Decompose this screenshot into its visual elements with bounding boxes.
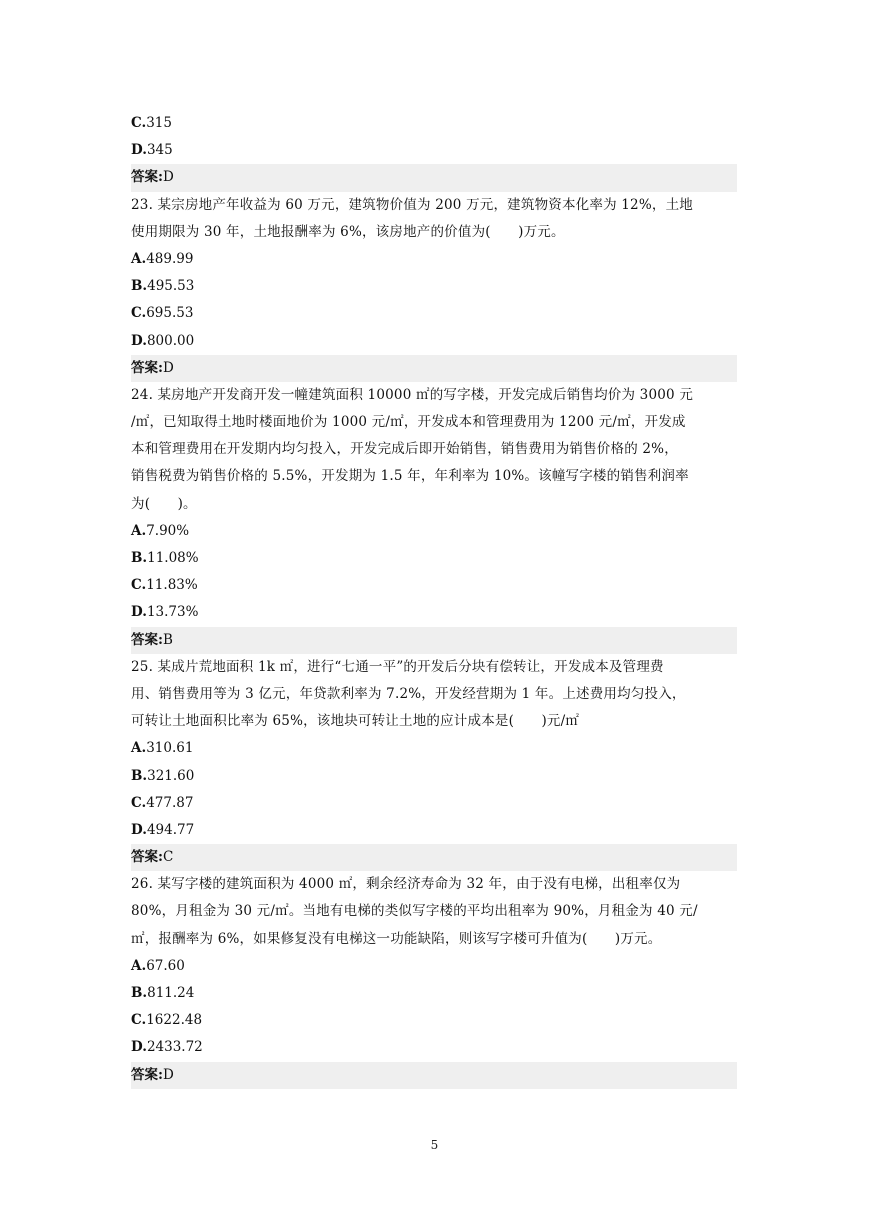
option-b — [131, 980, 737, 1007]
option-text: 321.60 — [147, 767, 195, 784]
answer-value: B — [162, 631, 173, 648]
question-text-line: ㎡，报酬率为 6%，如果修复没有电梯这一功能缺陷，则该写字楼可升值为( )万元。 — [131, 930, 662, 947]
option-b — [131, 545, 737, 572]
question-23 — [131, 192, 737, 382]
option-text: 495.53 — [147, 278, 195, 295]
option-a — [131, 953, 737, 980]
option-a — [131, 518, 737, 545]
option-text: 800.00 — [146, 332, 195, 349]
option-d — [131, 328, 737, 355]
option-text: 11.83% — [146, 577, 198, 594]
option-b — [131, 273, 737, 300]
answer-value: D — [162, 1066, 174, 1083]
option-text: 2433.72 — [146, 1039, 203, 1056]
answer-value: D — [162, 359, 174, 376]
option-text: 695.53 — [146, 305, 194, 322]
answer-label: 答案: — [131, 1066, 163, 1083]
question-26 — [131, 871, 737, 1089]
option-letter: C. — [131, 794, 147, 811]
option-d — [131, 1034, 737, 1061]
question-text-line: 80%，月租金为 30 元/㎡。当地有电梯的类似写字楼的平均出租率为 90%，月租金为 40 元/ — [131, 903, 698, 920]
option-a — [131, 246, 737, 273]
answer-label: 答案: — [131, 169, 163, 186]
option-letter: C. — [131, 1012, 147, 1029]
option-text: 7.90% — [146, 522, 190, 539]
option-c — [131, 1007, 737, 1034]
question-text-line: /㎡，已知取得土地时楼面地价为 1000 元/㎡，开发成本和管理费用为 1200 元/㎡，开发成 — [131, 414, 686, 431]
option-c — [131, 300, 737, 327]
option-letter: C. — [131, 305, 147, 322]
option-letter: B. — [131, 550, 148, 566]
option-letter: B. — [131, 767, 148, 784]
answer-label: 答案: — [131, 631, 163, 648]
option-text: 494.77 — [146, 821, 195, 838]
option-letter: B. — [131, 985, 148, 1001]
answer-value: C — [162, 849, 174, 866]
option-letter: C. — [131, 115, 147, 131]
option-c — [131, 790, 737, 817]
question-text-line: 本和管理费用在开发期内均匀投入，开发完成后即开始销售，销售费用为销售价格的 2%， — [131, 441, 678, 458]
page-number: 5 — [430, 1138, 439, 1152]
option-letter: D. — [131, 604, 147, 621]
option-d — [131, 137, 737, 164]
option-letter: D. — [131, 332, 147, 349]
answer-value: D — [162, 169, 174, 186]
option-letter: D. — [131, 821, 147, 838]
answer-row — [131, 1062, 737, 1089]
option-letter: A. — [131, 250, 147, 267]
question-text-line: 销售税费为销售价格的 5.5%，开发期为 1.5 年，年利率为 10%。该幢写字楼的销售利润率 — [131, 468, 689, 485]
option-text: 67.60 — [146, 957, 185, 974]
answer-label: 答案: — [131, 359, 163, 376]
question-text-line: 为( )。 — [131, 495, 197, 512]
option-text: 13.73% — [146, 604, 199, 621]
option-d — [131, 599, 737, 626]
option-text: 477.87 — [146, 794, 194, 811]
question-text-line: 用、销售费用等为 3 亿元，年贷款利率为 7.2%，开发经营期为 1 年。上述费用均匀投入， — [131, 685, 686, 702]
option-a — [131, 735, 737, 762]
option-c — [131, 572, 737, 599]
option-letter: A. — [131, 740, 147, 757]
question-25 — [131, 654, 737, 872]
option-letter: D. — [131, 142, 147, 159]
question-text-line: 23. 某宗房地产年收益为 60 万元，建筑物价值为 200 万元，建筑物资本化率为 12%，土地 — [131, 196, 693, 213]
option-text: 811.24 — [147, 985, 195, 1001]
option-text: 310.61 — [146, 740, 194, 757]
option-text: 1622.48 — [146, 1012, 203, 1029]
option-letter: C. — [131, 577, 147, 594]
option-text: 315 — [146, 115, 172, 131]
prev-question-block — [131, 110, 737, 192]
option-text: 11.08% — [147, 550, 199, 566]
option-b — [131, 763, 737, 790]
question-text-line: 26. 某写字楼的建筑面积为 4000 ㎡，剩余经济寿命为 32 年，由于没有电梯，出租率仅为 — [131, 876, 681, 893]
option-text: 345 — [146, 142, 173, 159]
question-text-line: 可转让土地面积比率为 65%，该地块可转让土地的应计成本是( )元/㎡ — [131, 713, 580, 730]
page-content — [131, 110, 737, 1089]
question-text-line: 使用期限为 30 年，土地报酬率为 6%，该房地产的价值为( )万元。 — [131, 223, 565, 240]
option-letter: A. — [131, 522, 147, 539]
option-letter: D. — [131, 1039, 147, 1056]
question-text-line: 25. 某成片荒地面积 1k ㎡，进行“七通一平”的开发后分块有偿转让，开发成本及管理费 — [131, 658, 664, 675]
answer-row — [131, 355, 737, 382]
answer-row — [131, 844, 737, 871]
option-letter: A. — [131, 957, 147, 974]
option-text: 489.99 — [146, 250, 194, 267]
option-c — [131, 110, 737, 137]
answer-row — [131, 627, 737, 654]
option-d — [131, 817, 737, 844]
option-letter: B. — [131, 278, 148, 295]
answer-row — [131, 164, 737, 191]
question-text-line: 24. 某房地产开发商开发一幢建筑面积 10000 ㎡的写字楼，开发完成后销售均价为 3000 元 — [131, 386, 694, 403]
question-24 — [131, 382, 737, 654]
answer-label: 答案: — [131, 849, 163, 866]
